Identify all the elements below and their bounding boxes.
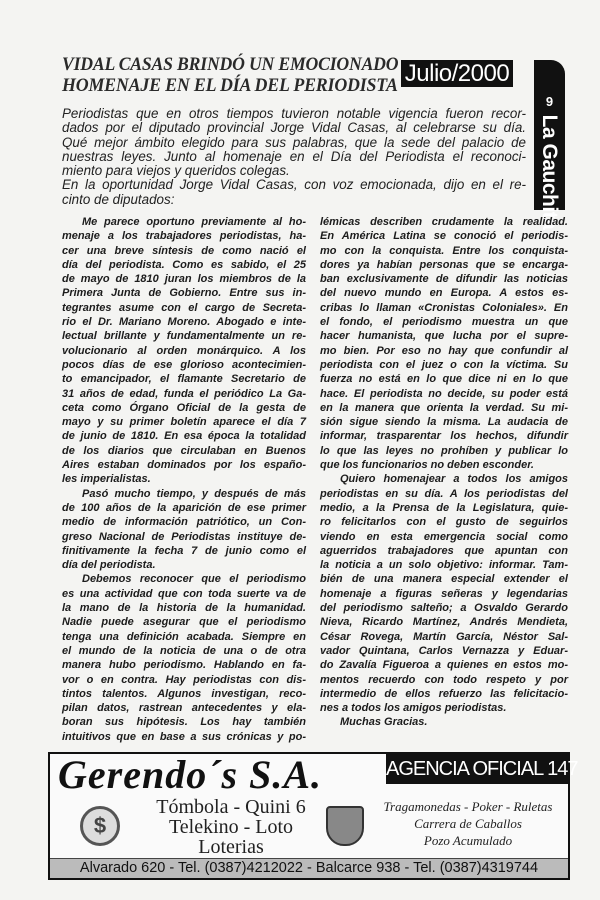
text-line: día del periodista. Como es sabido, el 25 <box>62 258 306 271</box>
text-line: el mundo de la noticia de una o de otra <box>62 644 306 657</box>
text-line: la mano de la historia de la humanidad. <box>62 602 306 615</box>
text-line: finitivamente la fecha 7 de junio como el <box>62 544 306 557</box>
paragraph <box>320 715 568 729</box>
text-line: homenaje a figuras señeras y legendarias <box>320 587 568 600</box>
text-line: día del periodista. <box>62 559 156 572</box>
text-line: el fondo, el periodismo muestra un que <box>320 316 568 329</box>
text-line: periodistas en su día. A los periodistas del <box>320 487 568 500</box>
text-line: de mayo de 1810 juran los miembros de la <box>62 273 306 286</box>
text-line: hacer humanista, que lucha por el supre- <box>320 330 568 343</box>
ad-company-name: Gerendo´s S.A. <box>58 752 323 797</box>
text-line: 31 años de edad, funda el periódico La Ga- <box>62 387 306 400</box>
ad-game-line: Tómbola - Quini 6 <box>156 796 306 818</box>
text-line: Nieva, Ricardo Martínez, Andrés Mendieta, <box>320 616 568 629</box>
text-line: de junio de 1810. En esa época la totalidad <box>62 430 306 443</box>
text-line: tegrantes asume con el cargo de Secreta- <box>62 301 306 314</box>
text-line: tenga una definición acabada. Siempre en <box>62 630 306 643</box>
intro-line: En la oportunidad Jorge Vidal Casas, con voz emocionada, dijo en el re- <box>62 177 526 193</box>
intro-line: dados por el diputado provincial Jorge Vidal Casas, al celebrarse su día. <box>62 120 526 136</box>
text-line: periodista con el juez o con la víctima. Su <box>320 358 568 371</box>
intro-line: Qué mejor ámbito elegido para sus palabras, que la sede del palacio de <box>62 134 526 150</box>
text-line: les imperialistas. <box>62 473 151 486</box>
paragraph <box>62 572 306 744</box>
text-line: boran sus hipótesis. Los hay también <box>62 716 306 729</box>
ad-game-line: Telekino - Loto <box>168 816 294 838</box>
text-line: Quiero homenajear a todos los amigos <box>340 473 568 486</box>
text-line: hace. El periodista no decide, su poder está <box>320 387 568 400</box>
issue-date: Julio/2000 <box>401 60 513 87</box>
text-line: vor o en contra. Hay periodistas con dis- <box>62 673 306 686</box>
text-line: tintos talentos. Algunos investigan, reco- <box>62 687 306 700</box>
text-line: cribas lo llaman «Cronistas Coloniales». En <box>320 301 568 314</box>
ad-extra-line: Tragamonedas - Poker - Ruletas <box>383 799 553 814</box>
advertisement <box>48 752 578 880</box>
left-column <box>62 215 306 744</box>
text-line: medio, a la Prensa de la Legislatura, quie- <box>320 501 568 514</box>
text-line: en la manera que orienta la verdad. Su mi- <box>320 401 568 414</box>
text-line: que los funcionarios no deben esconder. <box>320 459 534 472</box>
intro-line: miento para viejos y queridos colegas. <box>62 163 290 179</box>
right-column <box>320 215 568 730</box>
text-line: de los diarios que circulaban en Buenos <box>62 444 306 457</box>
ad-address: Alvarado 620 - Tel. (0387)4212022 - Balcarce 938 - Tel. (0387)4319744 <box>50 858 568 878</box>
intro-line: Periodistas que en otros tiempos tuvieron notable vigencia fueron recor- <box>62 106 526 121</box>
text-line: lectual brillante y fundamentalmente un re- <box>62 330 306 343</box>
ad-games <box>142 797 320 857</box>
text-line: Aires estaban dominados por los españo- <box>62 459 306 472</box>
text-line: ceta como Órgano Oficial de la gesta de <box>62 401 306 414</box>
text-line: la noticia a un solo objetivo: informar. Tam- <box>320 559 568 572</box>
text-line: manera hubo periodismo. Hablando en fa- <box>62 659 306 672</box>
text-line: rio el Dr. Mariano Moreno. Abogado e inte- <box>62 316 306 329</box>
text-line: Debemos reconocer que el periodismo <box>82 573 306 586</box>
text-line: intuitivos que en base a sus crónicas y po- <box>62 730 306 743</box>
text-line: lo que las leyes no prohíben y publicar lo <box>320 444 568 457</box>
text-line: intermedio de ellos refuerzo las felicitacio- <box>320 687 568 700</box>
text-line: mo con la conquista. Entre los conquista- <box>320 244 568 257</box>
ad-agency: AGENCIA OFICIAL 147 <box>386 754 568 784</box>
paragraph <box>320 472 568 715</box>
text-line: fuerza no está en lo que dice ni en lo que <box>320 373 568 386</box>
text-line: dores ya habían personas que se encarga- <box>320 258 568 271</box>
page-number: 9 <box>545 94 554 109</box>
ad-extra-line: Carrera de Caballos <box>414 816 522 831</box>
text-line: mayo y su primer boletín aparece el día 7 <box>62 416 306 429</box>
text-line: informar, trasparentar los hechos, difundir <box>320 430 568 443</box>
text-line: de 100 años de la aparición de ese primer <box>62 501 306 514</box>
text-line: aguerridos trabajadores que apuntan con <box>320 544 568 557</box>
paragraph <box>62 487 306 573</box>
text-line: Primera Junta de Gobierno. Entre sus in- <box>62 287 306 300</box>
text-line: pilan datos, rastrean antecedentes y ela- <box>62 702 306 715</box>
magazine-name: La Gauchita <box>538 114 561 230</box>
ad-game-line: Loterias <box>198 836 264 858</box>
paragraph <box>62 215 306 487</box>
text-line: ban exclusivamente de difundir las noticias <box>320 273 568 286</box>
intro-line: cinto de diputados: <box>62 191 175 207</box>
text-line: César Rovega, Martín García, Néstor Sal- <box>320 630 568 643</box>
text-line: Me parece oportuno previamente al ho- <box>82 216 306 228</box>
text-line: pocos días de ese glorioso acontecimien- <box>62 358 306 371</box>
text-line: ro felicitarlos con el gusto de seguirlos <box>320 516 568 529</box>
text-line: lémicas describen crudamente la realidad. <box>320 216 568 228</box>
text-line: bién de una manera especial extender el <box>320 573 568 586</box>
text-line: Muchas Gracias. <box>340 716 428 729</box>
text-line: do Zavalía Figueroa a quienes en estos mo- <box>320 659 568 672</box>
text-line: Nadie puede asegurar que el periodismo <box>62 616 306 629</box>
text-line: mentos recuerdo con todo respeto y por <box>320 673 568 686</box>
text-line: sión sigue siendo la misma. La audacia de <box>320 416 568 429</box>
text-line: menaje a los trabajadores periodistas, ha- <box>62 230 306 243</box>
money-bag-icon: $ <box>80 806 120 846</box>
paragraph <box>320 215 568 472</box>
text-line: del nuevo mundo en Europa. A estos es- <box>320 287 568 300</box>
article-intro <box>62 107 526 207</box>
text-line: greso Nacional de Periodistas instituye de- <box>62 530 306 543</box>
intro-line: nuestras leyes. Junto al homenaje en el Día del Periodista el reconoci- <box>62 148 526 164</box>
text-line: nes a todos los amigos periodistas. <box>320 702 507 715</box>
shield-logo-icon <box>326 806 364 846</box>
text-line: to emancipador, el flamante Secretario de <box>62 373 306 386</box>
magazine-tab <box>534 60 565 230</box>
text-line: Pasó mucho tiempo, y después de más <box>82 487 306 500</box>
title-line: VIDAL CASAS BRINDÓ UN EMOCIONADO <box>62 54 399 75</box>
ad-extra-line: Pozo Acumulado <box>423 833 513 848</box>
title-line: HOMENAJE EN EL DÍA DEL PERIODISTA <box>62 75 398 96</box>
text-line: volucionario al orden monárquico. A los <box>62 344 306 357</box>
text-line: del periodismo salteño; a Osvaldo Gerardo <box>320 602 568 615</box>
text-line: En América Latina se conoció el periodis- <box>320 230 568 243</box>
ad-extras <box>368 798 568 849</box>
text-line: mo bien. Por eso no hay que confundir al <box>320 344 568 357</box>
text-line: viendo en esta emergencia social como <box>320 530 568 543</box>
text-line: cer una breve síntesis de como nació el <box>62 244 306 257</box>
article-title <box>62 54 398 96</box>
text-line: es una actividad que con toda suerte va de <box>62 587 306 600</box>
text-line: medio de información patriótico, un Con- <box>62 516 306 529</box>
text-line: vador Quintana, Carlos Vernazza y Eduar- <box>320 644 568 657</box>
